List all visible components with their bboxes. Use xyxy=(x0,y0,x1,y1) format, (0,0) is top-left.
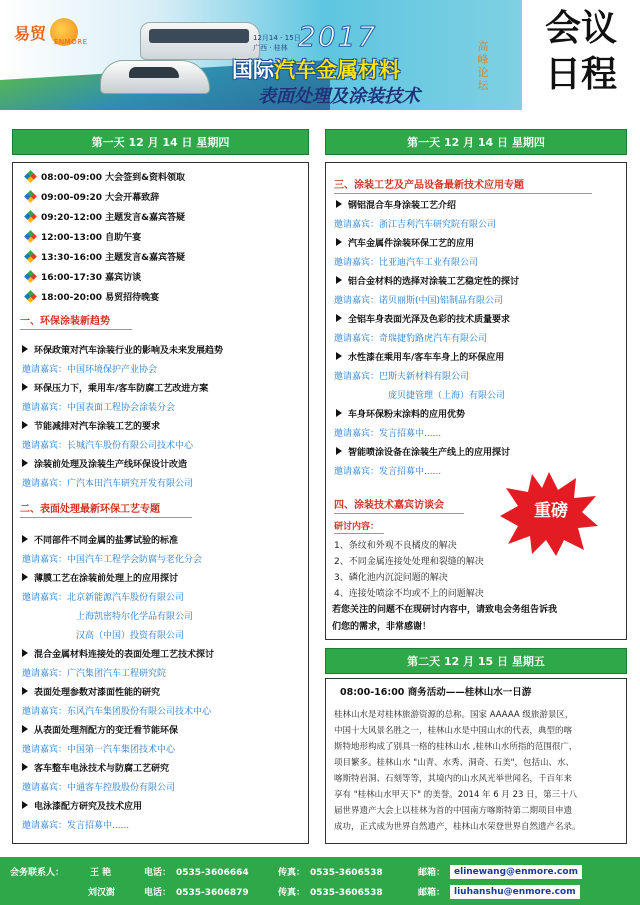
divider xyxy=(20,329,132,330)
event-subtitle: 表面处理及涂装技术 xyxy=(258,86,420,107)
fax-1: 0535-3606538 xyxy=(310,868,383,878)
logo-brand: 易贸 xyxy=(14,23,47,43)
forum-label: 高峰论坛 xyxy=(477,40,489,92)
invited-guest: 邀请嘉宾：长城汽车股份有限公司技术中心 xyxy=(22,441,194,451)
tel-1: 0535-3606664 xyxy=(176,868,249,878)
bullet-arrow-icon xyxy=(22,801,28,809)
bullet-arrow-icon xyxy=(336,352,342,360)
schedule-item xyxy=(26,292,159,304)
bullet-diamond-icon xyxy=(24,230,37,243)
schedule-item-text: 16:00-17:30 嘉宾访谈 xyxy=(41,273,142,283)
topic-item xyxy=(22,421,160,433)
invited-guest: 邀请嘉宾：中国环境保护产业协会 xyxy=(22,365,158,375)
topic-item-text: 涂装前处理及涂装生产线环保设计改造 xyxy=(34,460,188,470)
bullet-diamond-icon xyxy=(24,270,37,283)
bullet-arrow-icon xyxy=(336,238,342,246)
section-heading-1: 一、环保涂装新趋势 xyxy=(20,316,110,327)
event-location: 广西 · 桂林 xyxy=(253,44,288,52)
topic-item xyxy=(336,409,465,421)
topic-item-text: 混合金属材料连接处的表面处理工艺技术探讨 xyxy=(34,650,215,660)
invited-guest: 邀请嘉宾：中国汽车工程学会防腐与老化分会 xyxy=(22,555,203,565)
invited-guest: 邀请嘉宾：发言招募中...... xyxy=(22,821,130,831)
bullet-arrow-icon xyxy=(22,763,28,771)
fax-label-2: 传真： xyxy=(278,888,306,898)
bullet-diamond-icon xyxy=(24,190,37,203)
bullet-arrow-icon xyxy=(22,383,28,391)
invited-guest: 汉高（中国）投资有限公司 xyxy=(76,631,185,641)
tour-paragraph-line: 桂林山水是对桂林旅游资源的总称。国家 AAAAA 级旅游景区， xyxy=(334,710,574,720)
mail-label-1: 邮箱： xyxy=(418,868,446,878)
topic-item xyxy=(336,276,519,288)
invited-guest: 邀请嘉宾：比亚迪汽车工业有限公司 xyxy=(334,258,479,268)
divider xyxy=(20,517,192,518)
tour-paragraph-line: 届世界遗产大会上以桂林为首的中国南方喀斯特第二期项目申遗 xyxy=(334,806,573,816)
section-heading-4: 四、涂装技术嘉宾访谈会 xyxy=(334,500,444,511)
topic-item xyxy=(22,383,208,395)
schedule-item xyxy=(26,252,185,264)
schedule-item xyxy=(26,232,141,244)
invited-guest: 邀请嘉宾：北京新能源汽车股份有限公司 xyxy=(22,593,185,603)
topic-item xyxy=(336,314,510,326)
invited-guest: 邀请嘉宾：浙江吉利汽车研究院有限公司 xyxy=(334,220,497,230)
invited-guest: 庞贝捷管理（上海）有限公司 xyxy=(388,391,506,401)
burst-label: 重磅 xyxy=(534,501,568,521)
research-item: 1、条纹和外观不良橘皮的解决 xyxy=(334,541,457,551)
enmore-logo xyxy=(14,18,88,46)
bullet-arrow-icon xyxy=(22,459,28,467)
topic-item-text: 水性漆在乘用车/客车车身上的环保应用 xyxy=(348,353,505,363)
topic-item xyxy=(22,687,160,699)
schedule-item xyxy=(26,172,185,184)
agenda-title xyxy=(528,6,634,98)
bullet-arrow-icon xyxy=(22,649,28,657)
tel-label-1: 电话： xyxy=(144,868,172,878)
schedule-item-text: 12:00-13:00 自助午宴 xyxy=(41,233,142,243)
contact-label: 会务联系人： xyxy=(10,868,65,878)
invited-guest: 邀请嘉宾：奇瑞捷豹路虎汽车有限公司 xyxy=(334,334,488,344)
event-date: 12月14 - 15日 xyxy=(253,34,301,42)
tour-paragraph-line: 喀斯特岩洞、石刻等等，其境内的山水风光举世闻名，千百年来 xyxy=(334,774,573,784)
topic-item-text: 车身环保粉末涂料的应用优势 xyxy=(348,410,466,420)
bullet-arrow-icon xyxy=(22,573,28,581)
topic-item-text: 汽车金属件涂装环保工艺的应用 xyxy=(348,239,475,249)
invited-guest: 邀请嘉宾：广汽集团汽车工程研究院 xyxy=(22,669,167,679)
bullet-arrow-icon xyxy=(336,447,342,455)
topic-item-text: 不同部件不同金属的盐雾试验的标准 xyxy=(34,536,179,546)
contact-footer xyxy=(0,857,640,905)
schedule-item xyxy=(26,272,141,284)
contact-name-2: 刘汉澍 xyxy=(88,888,116,898)
bullet-arrow-icon xyxy=(22,725,28,733)
event-year: 2017 xyxy=(298,20,378,53)
day2-header: 第二天 12 月 15 日 星期五 xyxy=(325,648,627,674)
fax-2: 0535-3606538 xyxy=(310,888,383,898)
topic-item-text: 钢铝混合车身涂装工艺介绍 xyxy=(348,201,457,211)
topic-item-text: 全铝车身表面光泽及色彩的技术质量要求 xyxy=(348,315,511,325)
schedule-item xyxy=(26,192,159,204)
topic-item xyxy=(22,725,178,737)
tour-paragraph-line: 成功，正式成为世界自然遗产，桂林山水荣登世界自然遗产名录。 xyxy=(334,822,581,832)
note-line: 们您的需求，非常感谢！ xyxy=(332,622,432,632)
invited-guest: 邀请嘉宾：广汽本田汽车研究开发有限公司 xyxy=(22,479,194,489)
bullet-diamond-icon xyxy=(24,250,37,263)
invited-guest: 邀请嘉宾：中国表面工程协会涂装分会 xyxy=(22,403,176,413)
title-part-a: 国际 xyxy=(232,58,274,82)
email-link-1[interactable]: elinewang@enmore.com xyxy=(450,865,582,879)
invited-guest: 邀请嘉宾：发言招募中...... xyxy=(334,429,442,439)
event-title xyxy=(232,54,400,84)
bullet-arrow-icon xyxy=(336,314,342,322)
left-agenda-box xyxy=(12,162,309,844)
bullet-diamond-icon xyxy=(24,290,37,303)
email-link-2[interactable]: liuhanshu@enmore.com xyxy=(450,885,580,899)
agenda-title-line1: 会议 xyxy=(544,8,617,49)
tour-title: 08:00-16:00 商务活动——桂林山水一日游 xyxy=(340,687,532,698)
bullet-arrow-icon xyxy=(336,409,342,417)
topic-item-text: 节能减排对汽车涂装工艺的要求 xyxy=(34,422,161,432)
agenda-title-line2: 日程 xyxy=(544,54,617,95)
tour-paragraph-line: 项目繁多。桂林山水 "山青、水秀、洞奇、石美"，包括山、水、 xyxy=(334,758,575,768)
research-item: 4、连接处喷涂不均或不上的问题解决 xyxy=(334,589,484,599)
topic-item-text: 环保政策对汽车涂装行业的影响及未来发展趋势 xyxy=(34,346,224,356)
bullet-arrow-icon xyxy=(22,345,28,353)
invited-guest: 邀请嘉宾：发言招募中...... xyxy=(334,467,442,477)
topic-item xyxy=(336,447,510,459)
invited-guest: 邀请嘉宾：中国第一汽车集团技术中心 xyxy=(22,745,176,755)
invited-guest: 邀请嘉宾：巴斯夫新材料有限公司 xyxy=(334,372,470,382)
bullet-arrow-icon xyxy=(336,276,342,284)
tour-paragraph-line: 中国十大风景名胜之一，桂林山水是中国山水的代表，典型的喀 xyxy=(334,726,573,736)
topic-item xyxy=(22,535,178,547)
bullet-arrow-icon xyxy=(22,535,28,543)
topic-item-text: 智能喷涂设备在涂装生产线上的应用探讨 xyxy=(348,448,511,458)
topic-item-text: 环保压力下，乘用车/客车防腐工艺改进方案 xyxy=(34,384,209,394)
invited-guest: 邀请嘉宾：诺贝丽斯(中国)铝制品有限公司 xyxy=(334,296,504,306)
invited-guest: 上海凯密特尔化学品有限公司 xyxy=(76,612,194,622)
bullet-diamond-icon xyxy=(24,170,37,183)
event-dates xyxy=(253,33,301,53)
tel-label-2: 电话： xyxy=(144,888,172,898)
section-heading-2: 二、表面处理最新环保工艺专题 xyxy=(20,504,160,515)
schedule-item-text: 08:00-09:00 大会签到&资料领取 xyxy=(41,173,186,183)
topic-item xyxy=(22,345,223,357)
section-heading-3: 三、涂装工艺及产品设备最新技术应用专题 xyxy=(334,180,524,191)
bullet-arrow-icon xyxy=(22,421,28,429)
topic-item-text: 表面处理参数对漆面性能的研究 xyxy=(34,688,161,698)
invited-guest: 邀请嘉宾：中通客车控股股份有限公司 xyxy=(22,783,176,793)
research-item: 3、磷化池内沉淀问题的解决 xyxy=(334,573,448,583)
topic-item-text: 铝合金材料的选择对涂装工艺稳定性的探讨 xyxy=(348,277,520,287)
bullet-diamond-icon xyxy=(24,210,37,223)
topic-item xyxy=(22,459,187,471)
tour-paragraph-line: 享有 "桂林山水甲天下" 的美誉。2014 年 6 月 23 日，第三十八 xyxy=(334,790,578,800)
topic-item-text: 从表面处理剂配方的变迁看节能环保 xyxy=(34,726,179,736)
topic-item xyxy=(336,200,456,212)
topic-item xyxy=(22,763,169,775)
topic-item xyxy=(22,649,214,661)
car-image xyxy=(100,60,210,94)
topic-item xyxy=(22,801,142,813)
topic-item xyxy=(22,573,178,585)
right-day-header: 第一天 12 月 14 日 星期四 xyxy=(325,129,627,155)
schedule-item-text: 13:30-16:00 主题发言&嘉宾答疑 xyxy=(41,253,186,263)
topic-item-text: 客车整车电泳技术与防腐工艺研究 xyxy=(34,764,170,774)
divider xyxy=(334,513,464,514)
divider xyxy=(334,193,592,194)
schedule-item-text: 09:00-09:20 大会开幕致辞 xyxy=(41,193,160,203)
divider xyxy=(334,533,384,534)
title-part-b: 汽车金属材料 xyxy=(274,58,400,82)
research-item: 2、不同金属连接处处理和裂缝的解决 xyxy=(334,557,484,567)
research-label: 研讨内容： xyxy=(334,522,380,532)
topic-item xyxy=(336,238,474,250)
schedule-item xyxy=(26,212,185,224)
mail-label-2: 邮箱： xyxy=(418,888,446,898)
left-day-header: 第一天 12 月 14 日 星期四 xyxy=(12,129,309,155)
tel-2: 0535-3606879 xyxy=(176,888,249,898)
bullet-arrow-icon xyxy=(336,200,342,208)
header-banner xyxy=(0,0,522,110)
tour-paragraph-line: 斯特地形构成了别具一格的桂林山水 ,桂林山水所指的范围很广， xyxy=(334,742,578,752)
schedule-item-text: 18:00-20:00 易贸招待晚宴 xyxy=(41,293,160,303)
note-line: 若您关注的问题不在现研讨内容中，请致电会务组告诉我 xyxy=(332,605,558,615)
logo-sub: ENMORE xyxy=(54,38,88,46)
schedule-item-text: 09:20-12:00 主题发言&嘉宾答疑 xyxy=(41,213,186,223)
invited-guest: 邀请嘉宾：东风汽车集团股份有限公司技术中心 xyxy=(22,707,212,717)
topic-item xyxy=(336,352,504,364)
contact-name-1: 王 艳 xyxy=(90,868,112,878)
bullet-arrow-icon xyxy=(22,687,28,695)
fax-label-1: 传真： xyxy=(278,868,306,878)
topic-item-text: 电泳漆配方研究及技术应用 xyxy=(34,802,143,812)
topic-item-text: 薄膜工艺在涂装前处理上的应用探讨 xyxy=(34,574,179,584)
